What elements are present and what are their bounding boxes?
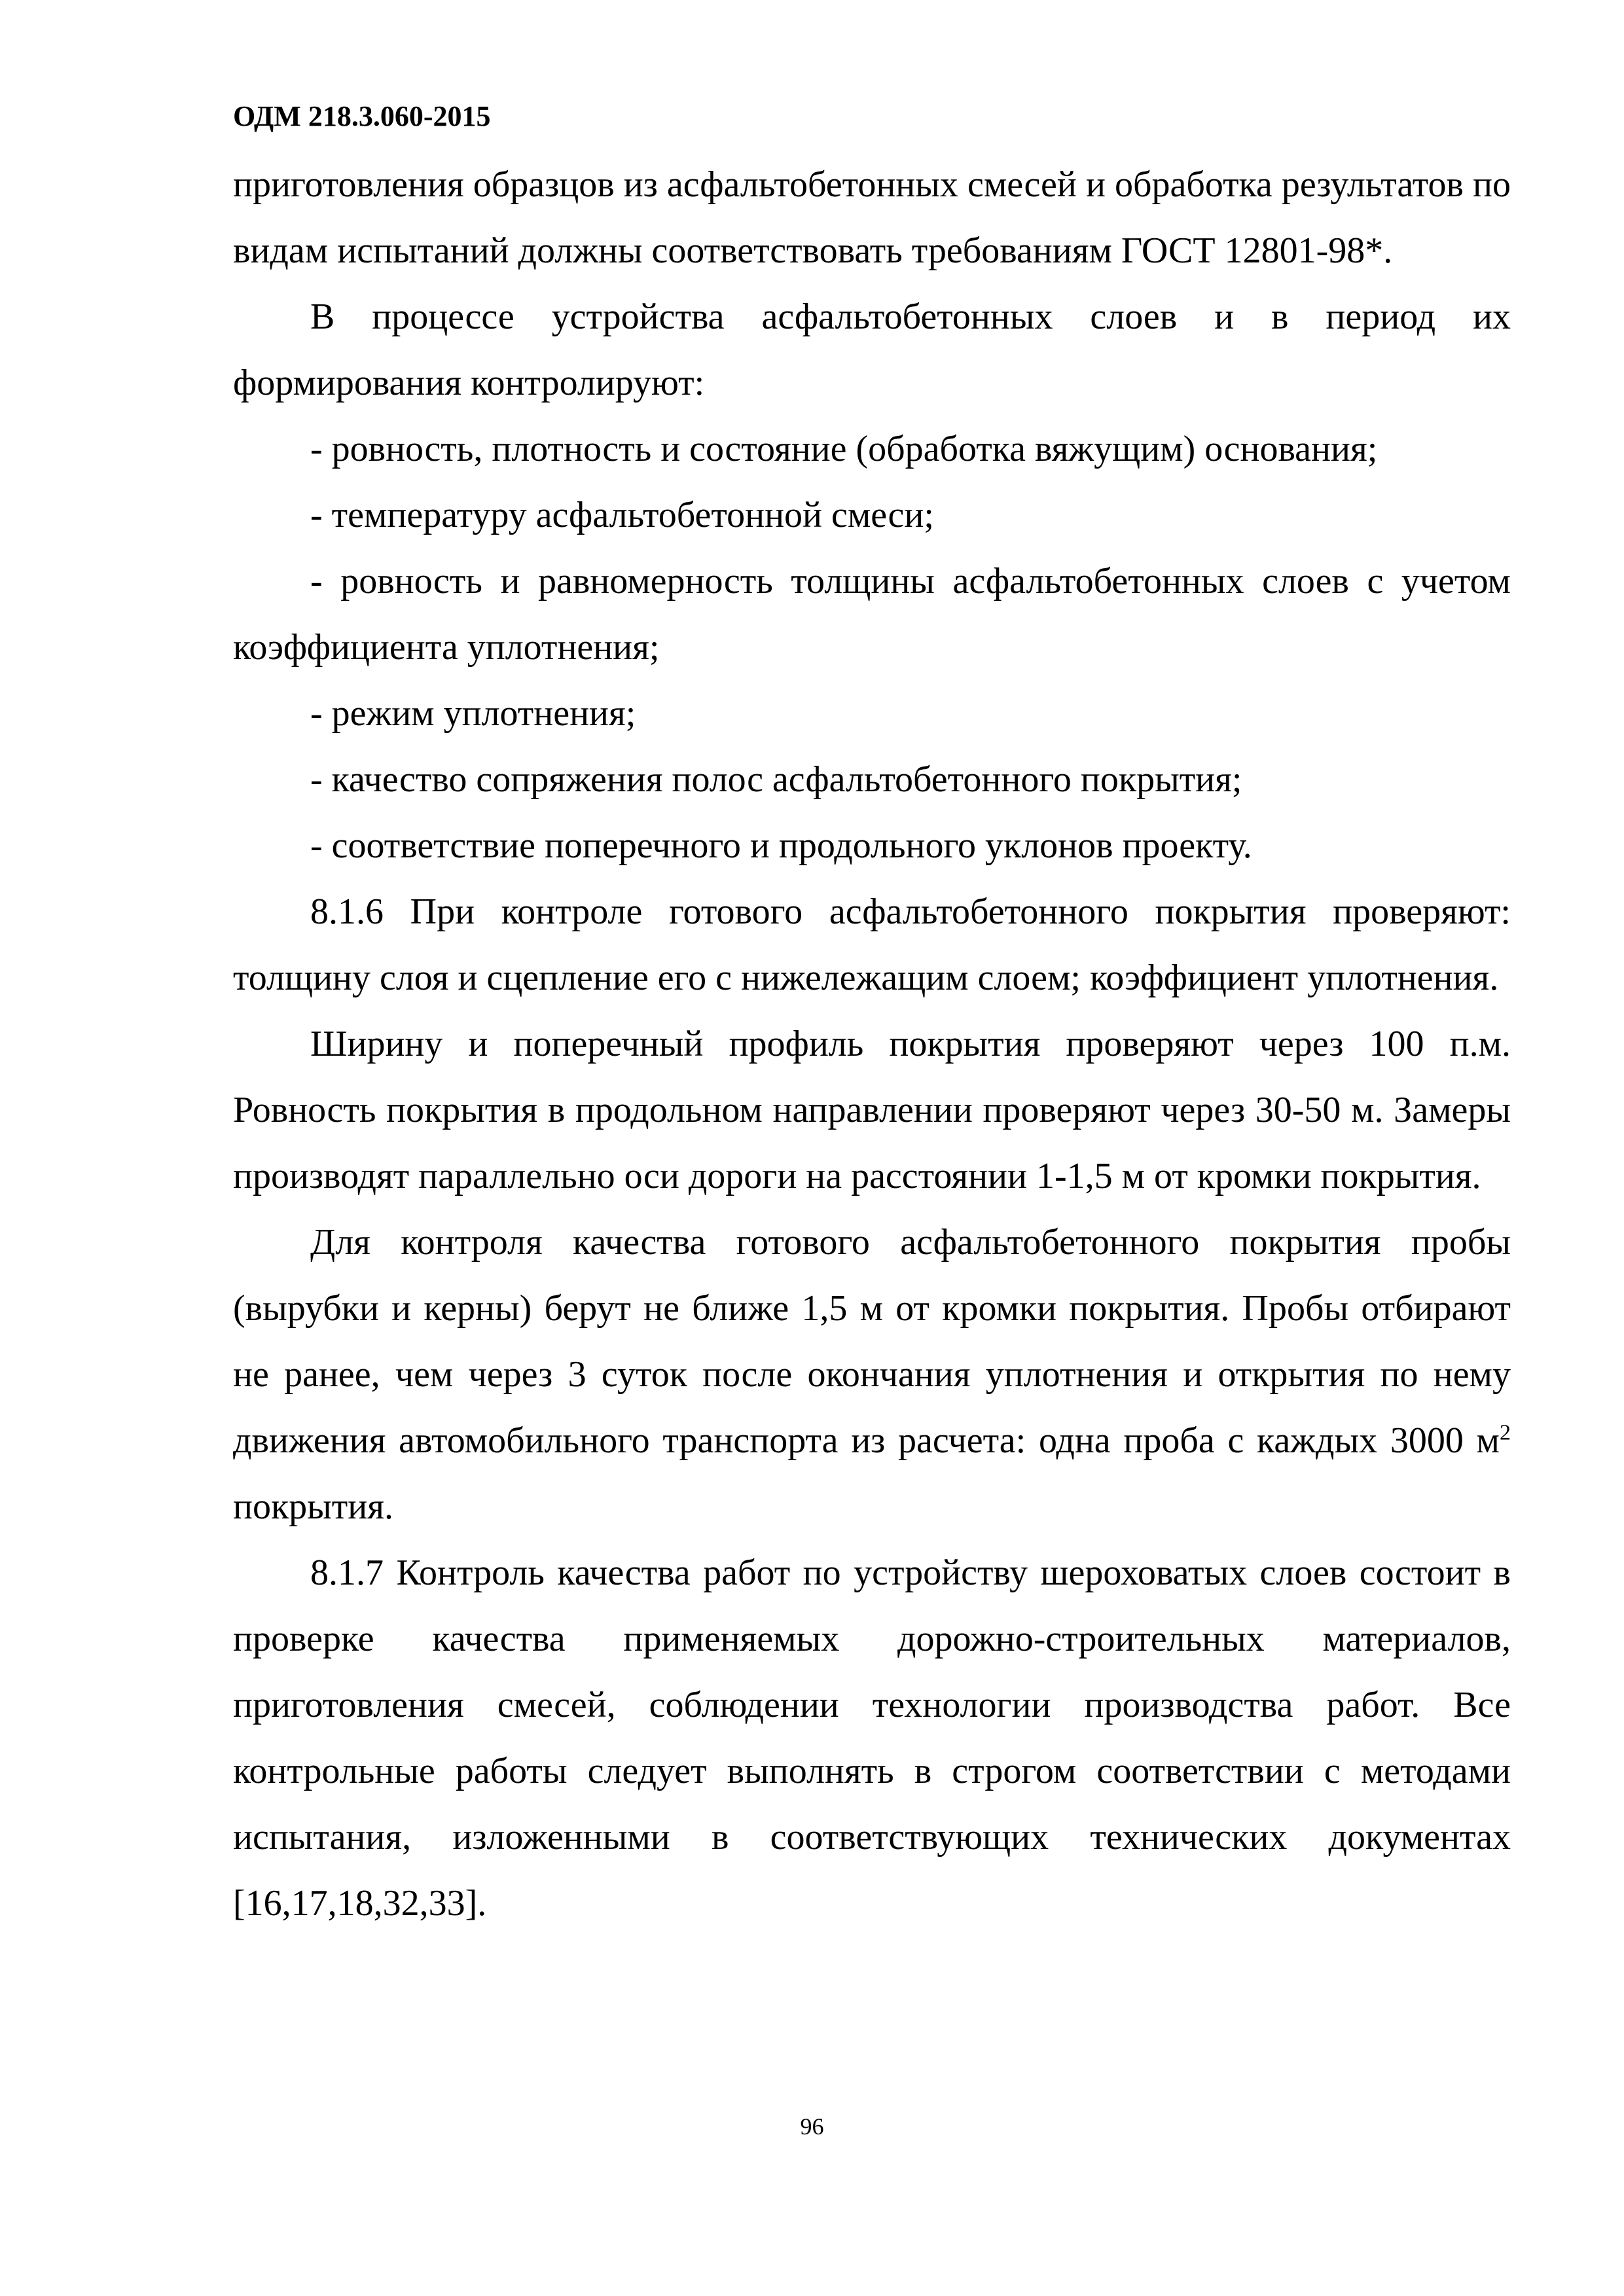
list-item: - температуру асфальтобетонной смеси; bbox=[310, 495, 934, 535]
document-header: ОДМ 218.3.060-2015 bbox=[233, 100, 491, 132]
list-item: - ровность, плотность и состояние (обработка вяжущим) основания; bbox=[310, 429, 1378, 469]
page-number: 96 bbox=[800, 2113, 824, 2140]
paragraph: приготовления образцов из асфальтобетонных смесей и обработка результатов по видам испытаний должны соответствовать требованиям ГОСТ 12801-98*. bbox=[233, 164, 1511, 271]
list-item: - соответствие поперечного и продольного уклонов проекту. bbox=[310, 825, 1252, 866]
paragraph-text: Для контроля качества готового асфальтобетонного покрытия пробы (вырубки и керны) берут не ближе 1,5 м от кромки покрытия. Пробы отбирают не ранее, чем через 3 суток после окончания уплотнения и открытия по нему движения автомобильного транспорта из расчета: одна проба с каждых 3000 м bbox=[233, 1222, 1511, 1461]
list-item: - режим уплотнения; bbox=[310, 693, 636, 734]
paragraph-8-1-7: 8.1.7 Контроль качества работ по устройству шероховатых слоев состоит в проверке качества применяемых дорожно-строительных материалов, приготовления смесей, соблюдении технологии производства работ. Все контрольные работы следует выполнять в строгом соответствии с методами испытания, изложенными в соответствующих технических документах [16,17,18,32,33]. bbox=[233, 1552, 1511, 1924]
list-item: - качество сопряжения полос асфальтобетонного покрытия; bbox=[310, 759, 1242, 800]
paragraph: В процессе устройства асфальтобетонных слоев и в период их формирования контролируют: bbox=[233, 296, 1511, 403]
superscript: 2 bbox=[1500, 1420, 1511, 1445]
paragraph bbox=[233, 1210, 1511, 1540]
paragraph: Ширину и поперечный профиль покрытия проверяют через 100 п.м. Ровность покрытия в продольном направлении проверяют через 30-50 м. Замеры производят параллельно оси дороги на расстоянии 1-1,5 м от кромки покрытия. bbox=[233, 1024, 1511, 1196]
paragraph-8-1-6: 8.1.6 При контроле готового асфальтобетонного покрытия проверяют: толщину слоя и сцепление его с нижележащим слоем; коэффициент уплотнения. bbox=[233, 891, 1511, 998]
paragraph-tail: покрытия. bbox=[233, 1486, 393, 1527]
list-item: - ровность и равномерность толщины асфальтобетонных слоев с учетом коэффициента уплотнения; bbox=[233, 561, 1511, 668]
body-text bbox=[233, 152, 1511, 1937]
